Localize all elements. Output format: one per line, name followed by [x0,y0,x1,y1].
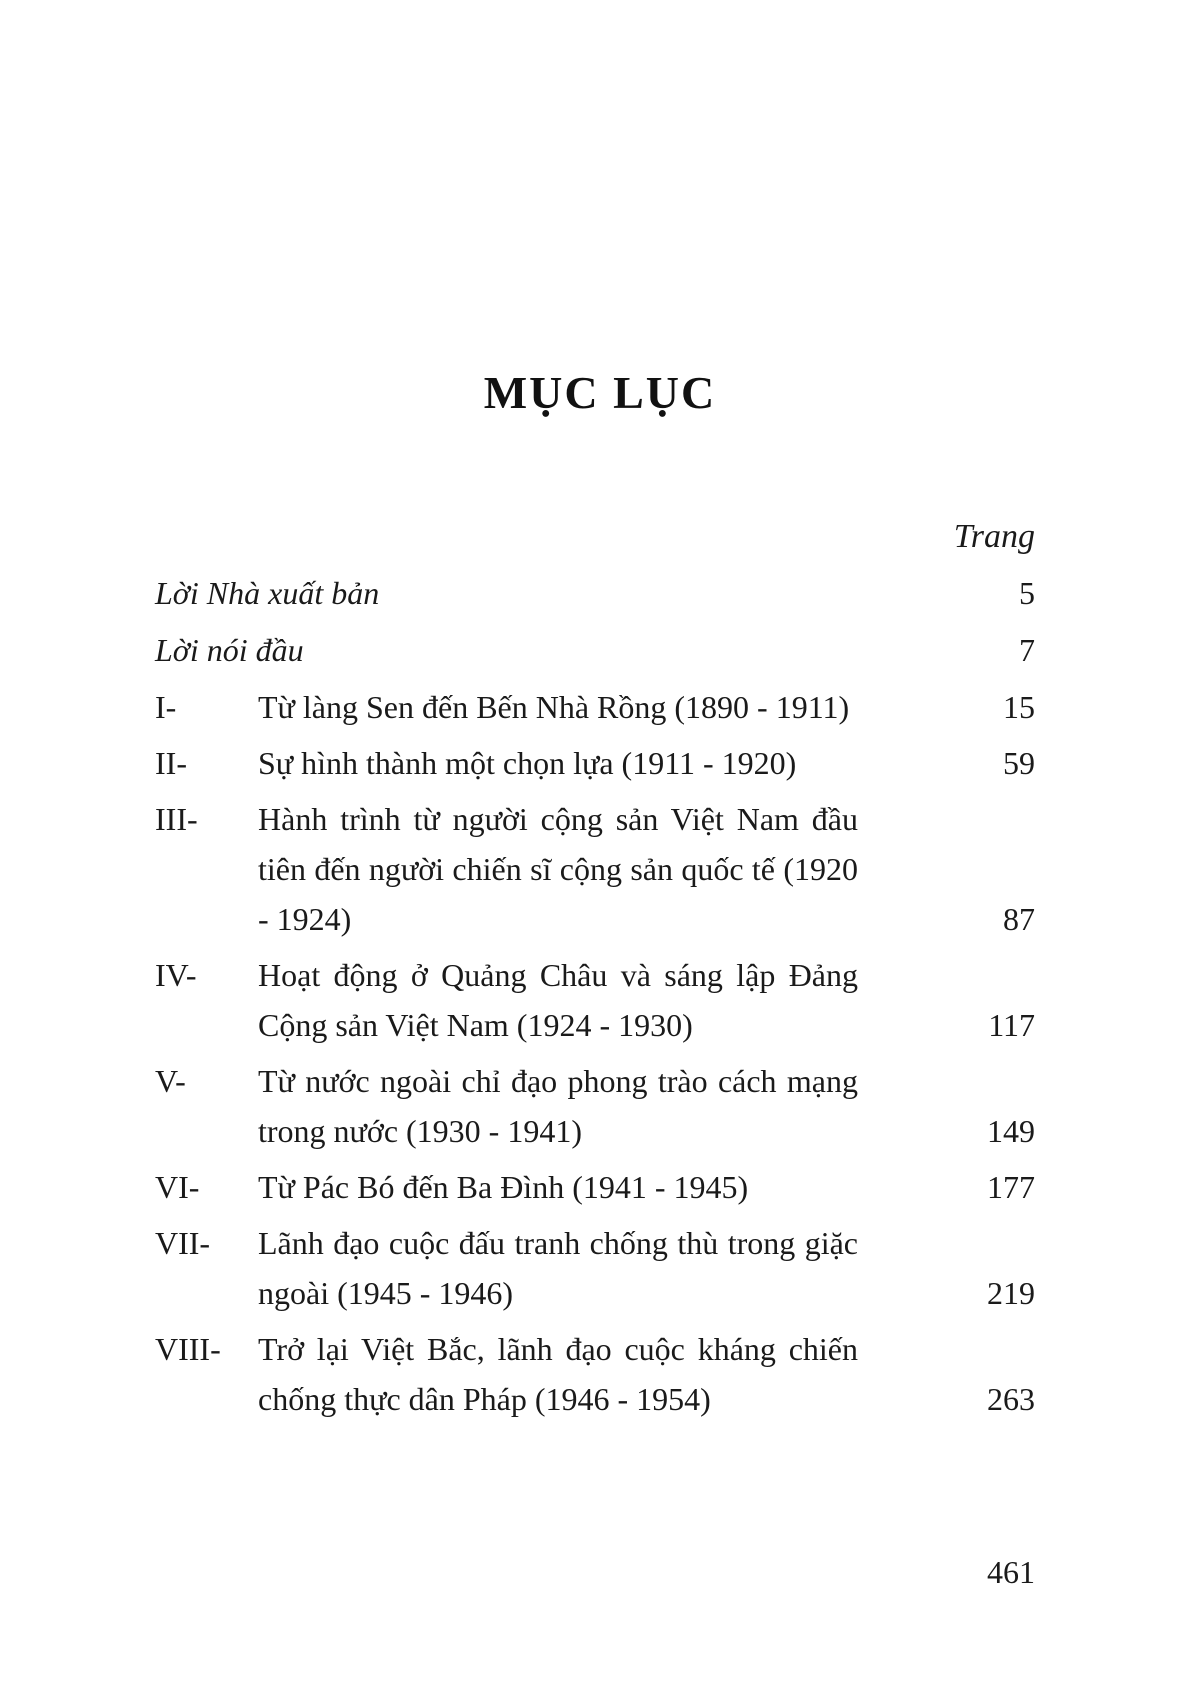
toc-entry-chapter-6 [155,1162,1035,1212]
toc-entry-number: V- [155,1063,186,1099]
toc-entry-number: VIII- [155,1331,221,1367]
toc-entry-label: Hành trình từ người cộng sản Việt Nam đầu tiên đến người chiến sĩ cộng sản quốc tế (1920 - 1924) [258,801,858,937]
toc-entry-page: 15 [1003,689,1035,725]
toc-entry-chapter-4 [155,950,1035,1050]
toc-entry-label: Từ nước ngoài chỉ đạo phong trào cách mạng trong nước (1930 - 1941) [258,1063,858,1149]
toc-entry-page: 263 [987,1381,1035,1417]
toc-entry-label: Sự hình thành một chọn lựa (1911 - 1920) [258,745,797,781]
toc-entry-number: III- [155,801,198,837]
toc-entry-label: Trở lại Việt Bắc, lãnh đạo cuộc kháng chiến chống thực dân Pháp (1946 - 1954) [258,1331,858,1417]
toc-entry-chapter-3 [155,794,1035,944]
toc-entry-page: 219 [987,1275,1035,1311]
toc-entry-chapter-1 [155,682,1035,732]
toc-entry-label: Lời nói đầu [155,632,304,668]
toc-entries [155,568,1035,1430]
toc-entry-chapter-2 [155,738,1035,788]
toc-entry-page: 7 [1019,632,1035,668]
page-title: MỤC LỤC [483,367,717,418]
toc-entry-page: 87 [1003,901,1035,937]
toc-entry-chapter-8 [155,1324,1035,1424]
toc-entry-label: Lời Nhà xuất bản [155,575,380,611]
toc-entry-chapter-7 [155,1218,1035,1318]
toc-entry-label: Hoạt động ở Quảng Châu và sáng lập Đảng Cộng sản Việt Nam (1924 - 1930) [258,957,858,1043]
toc-entry-number: IV- [155,957,197,993]
toc-entry-chapter-5 [155,1056,1035,1156]
toc-entry-label: Lãnh đạo cuộc đấu tranh chống thù trong giặc ngoài (1945 - 1946) [258,1225,858,1311]
page-number: 461 [987,1554,1035,1590]
toc-entry-page: 177 [987,1169,1035,1205]
toc-entry-number: II- [155,745,187,781]
toc-entry-number: VI- [155,1169,200,1205]
toc-entry-number: I- [155,689,177,725]
toc-entry-publisher-note [155,568,1035,618]
toc-entry-page: 149 [987,1113,1035,1149]
toc-entry-label: Từ làng Sen đến Bến Nhà Rồng (1890 - 1911) [258,689,850,725]
page-column-header: Trang [953,518,1035,555]
toc-entry-number: VII- [155,1225,211,1261]
toc-entry-page: 5 [1019,575,1035,611]
toc-entry-page: 117 [988,1007,1035,1043]
toc-entry-preface [155,625,1035,675]
toc-entry-page: 59 [1003,745,1035,781]
toc-entry-label: Từ Pác Bó đến Ba Đình (1941 - 1945) [258,1169,749,1205]
